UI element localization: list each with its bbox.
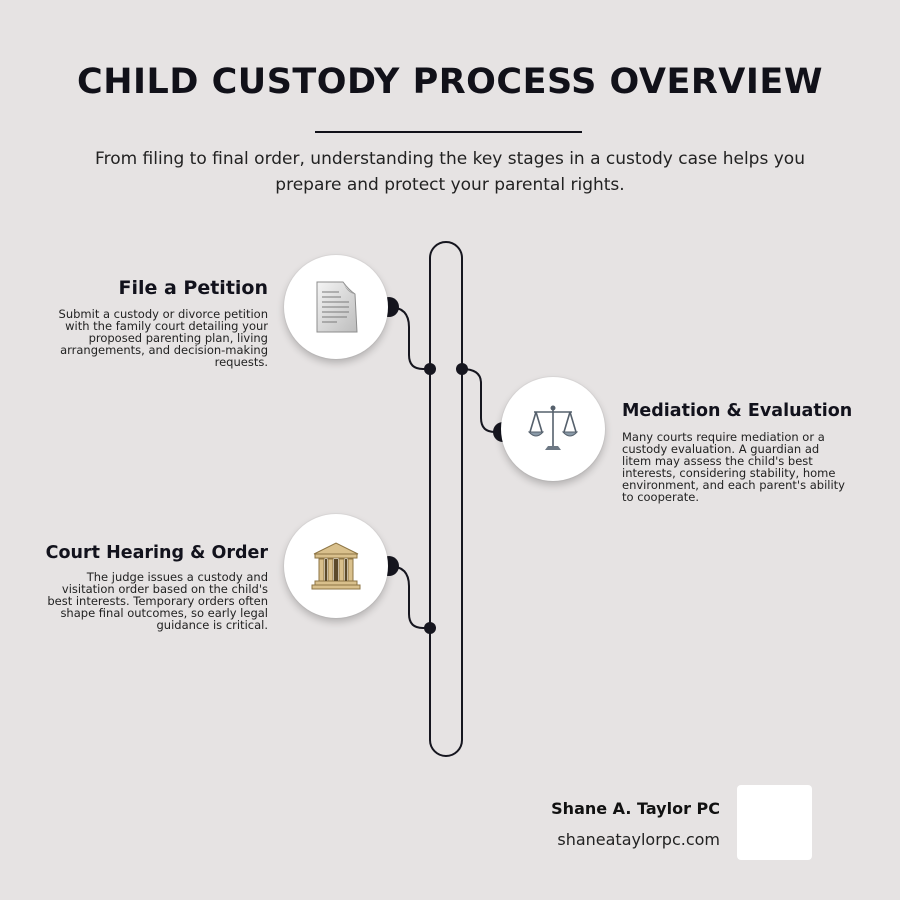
document-icon xyxy=(313,280,359,334)
connector-step-3 xyxy=(389,566,430,628)
step-title-3: Court Hearing & Order xyxy=(45,543,268,563)
scales-icon xyxy=(526,402,580,456)
step-title-2: Mediation & Evaluation xyxy=(622,401,853,421)
connector-step-2 xyxy=(462,369,503,432)
courthouse-icon xyxy=(310,540,362,592)
page-subtitle: From filing to final order, understanding the key stages in a custody case helps you prepare and protect your parental rights. xyxy=(95,149,805,195)
step-text-2: Many courts require mediation or a custody evaluation. A guardian ad litem may assess the child's best interests, considering stability, home environment, and each parent's ability to cooperate. xyxy=(622,430,845,504)
junction-dot-step-3 xyxy=(424,622,436,634)
firm-logo-placeholder xyxy=(737,785,812,860)
page-title: CHILD CUSTODY PROCESS OVERVIEW xyxy=(77,62,823,102)
step-title-1: File a Petition xyxy=(118,277,268,299)
firm-name: Shane A. Taylor PC xyxy=(551,799,720,818)
connector-step-1 xyxy=(389,307,430,369)
step-icon-circle-1 xyxy=(284,255,388,359)
step-icon-circle-2 xyxy=(501,377,605,481)
step-text-1: Submit a custody or divorce petition with the family court detailing your proposed parenting plan, living arrangements, and decision-making requests. xyxy=(58,307,268,369)
timeline-rail xyxy=(430,242,462,756)
step-text-3: The judge issues a custody and visitation order based on the child's best interests. Temporary orders often shape final outcomes, so early legal guidance is critical. xyxy=(47,570,268,632)
junction-dot-step-1 xyxy=(424,363,436,375)
step-icon-circle-3 xyxy=(284,514,388,618)
firm-website[interactable]: shaneataylorpc.com xyxy=(557,830,720,849)
junction-dot-step-2 xyxy=(456,363,468,375)
